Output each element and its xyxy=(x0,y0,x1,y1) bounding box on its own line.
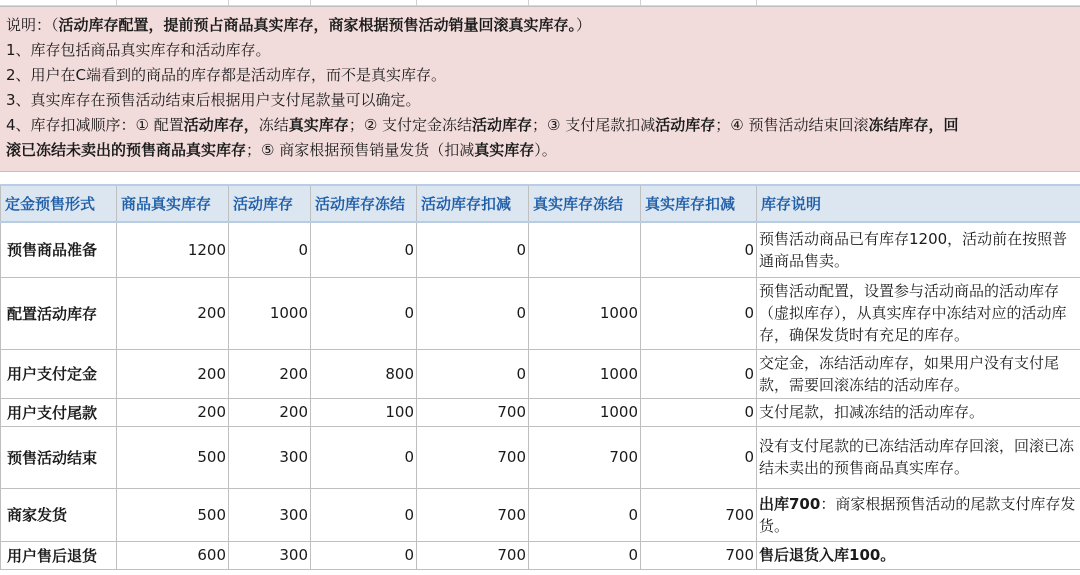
value-cell[interactable]: 700 xyxy=(641,488,757,541)
value-cell[interactable]: 1000 xyxy=(529,398,641,426)
value-cell[interactable]: 200 xyxy=(117,398,229,426)
note-line-4: 3、真实库存在预售活动结束后根据用户支付尾款量可以确定。 xyxy=(6,91,421,109)
note-line-6: 滚已冻结未卖出的预售商品真实库存；⑤ 商家根据预售销量发货（扣减真实库存）。 xyxy=(6,141,557,159)
value-cell[interactable]: 0 xyxy=(529,488,641,541)
table-row xyxy=(1,349,1080,398)
value-cell[interactable]: 300 xyxy=(229,488,311,541)
value-cell[interactable]: 1000 xyxy=(529,349,641,398)
note-line-3: 2、用户在C端看到的商品的库存都是活动库存，而不是真实库存。 xyxy=(6,66,447,84)
value-cell[interactable]: 600 xyxy=(117,541,229,569)
value-cell[interactable]: 0 xyxy=(641,277,757,349)
header-cell[interactable]: 活动库存 xyxy=(229,185,311,222)
value-cell[interactable]: 300 xyxy=(229,426,311,488)
row-label-cell[interactable]: 用户售后退货 xyxy=(1,541,117,569)
row-label-cell[interactable]: 配置活动库存 xyxy=(1,277,117,349)
header-cell[interactable]: 活动库存扣减 xyxy=(417,185,529,222)
value-cell[interactable]: 1000 xyxy=(229,277,311,349)
value-cell[interactable]: 700 xyxy=(417,398,529,426)
description-cell[interactable]: 预售活动配置，设置参与活动商品的活动库存（虚拟库存），从真实库存中冻结对应的活动库存，确保发货时有充足的库存。 xyxy=(757,277,1080,349)
table-row xyxy=(1,398,1080,426)
value-cell[interactable]: 700 xyxy=(417,541,529,569)
value-cell[interactable]: 0 xyxy=(311,488,417,541)
value-cell[interactable]: 0 xyxy=(311,277,417,349)
explanation-note xyxy=(0,6,1080,172)
row-label-cell[interactable]: 预售商品准备 xyxy=(1,222,117,277)
description-cell[interactable]: 预售活动商品已有库存1200，活动前在按照普通商品售卖。 xyxy=(757,222,1080,277)
value-cell[interactable]: 200 xyxy=(117,277,229,349)
value-cell[interactable]: 1200 xyxy=(117,222,229,277)
table-header-row xyxy=(1,185,1080,222)
header-cell[interactable]: 真实库存冻结 xyxy=(529,185,641,222)
value-cell[interactable]: 0 xyxy=(641,222,757,277)
value-cell[interactable]: 0 xyxy=(641,398,757,426)
value-cell[interactable]: 0 xyxy=(641,349,757,398)
value-cell[interactable]: 500 xyxy=(117,488,229,541)
value-cell[interactable]: 200 xyxy=(117,349,229,398)
value-cell[interactable]: 0 xyxy=(229,222,311,277)
header-cell[interactable]: 定金预售形式 xyxy=(1,185,117,222)
table-row xyxy=(1,541,1080,569)
value-cell[interactable]: 1000 xyxy=(529,277,641,349)
value-cell[interactable]: 200 xyxy=(229,349,311,398)
value-cell[interactable]: 700 xyxy=(529,426,641,488)
description-cell[interactable]: 支付尾款，扣减冻结的活动库存。 xyxy=(757,398,1080,426)
description-cell[interactable]: 没有支付尾款的已冻结活动库存回滚，回滚已冻结未卖出的预售商品真实库存。 xyxy=(757,426,1080,488)
note-line-2: 1、库存包括商品真实库存和活动库存。 xyxy=(6,41,271,59)
description-cell[interactable]: 售后退货入库100。 xyxy=(757,541,1080,569)
header-cell[interactable]: 活动库存冻结 xyxy=(311,185,417,222)
row-label-cell[interactable]: 商家发货 xyxy=(1,488,117,541)
value-cell[interactable]: 0 xyxy=(311,222,417,277)
value-cell[interactable]: 100 xyxy=(311,398,417,426)
value-cell[interactable] xyxy=(529,222,641,277)
value-cell[interactable]: 0 xyxy=(417,349,529,398)
header-cell[interactable]: 库存说明 xyxy=(757,185,1080,222)
value-cell[interactable]: 0 xyxy=(529,541,641,569)
table-row xyxy=(1,277,1080,349)
value-cell[interactable]: 500 xyxy=(117,426,229,488)
note-line-1: 说明：（活动库存配置，提前预占商品真实库存，商家根据预售活动销量回滚真实库存。） xyxy=(6,16,592,34)
value-cell[interactable]: 700 xyxy=(417,426,529,488)
value-cell[interactable]: 800 xyxy=(311,349,417,398)
value-cell[interactable]: 0 xyxy=(311,541,417,569)
value-cell[interactable]: 200 xyxy=(229,398,311,426)
value-cell[interactable]: 0 xyxy=(641,426,757,488)
value-cell[interactable]: 300 xyxy=(229,541,311,569)
value-cell[interactable]: 700 xyxy=(641,541,757,569)
row-label-cell[interactable]: 用户支付定金 xyxy=(1,349,117,398)
value-cell[interactable]: 0 xyxy=(417,277,529,349)
table-row xyxy=(1,488,1080,541)
header-cell[interactable]: 商品真实库存 xyxy=(117,185,229,222)
value-cell[interactable]: 0 xyxy=(311,426,417,488)
description-cell[interactable]: 交定金，冻结活动库存，如果用户没有支付尾款，需要回滚冻结的活动库存。 xyxy=(757,349,1080,398)
row-label-cell[interactable]: 用户支付尾款 xyxy=(1,398,117,426)
table-row xyxy=(1,222,1080,277)
header-cell[interactable]: 真实库存扣减 xyxy=(641,185,757,222)
value-cell[interactable]: 700 xyxy=(417,488,529,541)
row-label-cell[interactable]: 预售活动结束 xyxy=(1,426,117,488)
row-gap xyxy=(0,172,1080,184)
note-line-5: 4、库存扣减顺序：① 配置活动库存，冻结真实库存；② 支付定金冻结活动库存；③ 支付尾款扣减活动库存；④ 预售活动结束回滚冻结库存，回 xyxy=(6,116,959,134)
table-row xyxy=(1,426,1080,488)
value-cell[interactable]: 0 xyxy=(417,222,529,277)
inventory-table xyxy=(0,184,1080,570)
description-cell[interactable]: 出库700：商家根据预售活动的尾款支付库存发货。 xyxy=(757,488,1080,541)
